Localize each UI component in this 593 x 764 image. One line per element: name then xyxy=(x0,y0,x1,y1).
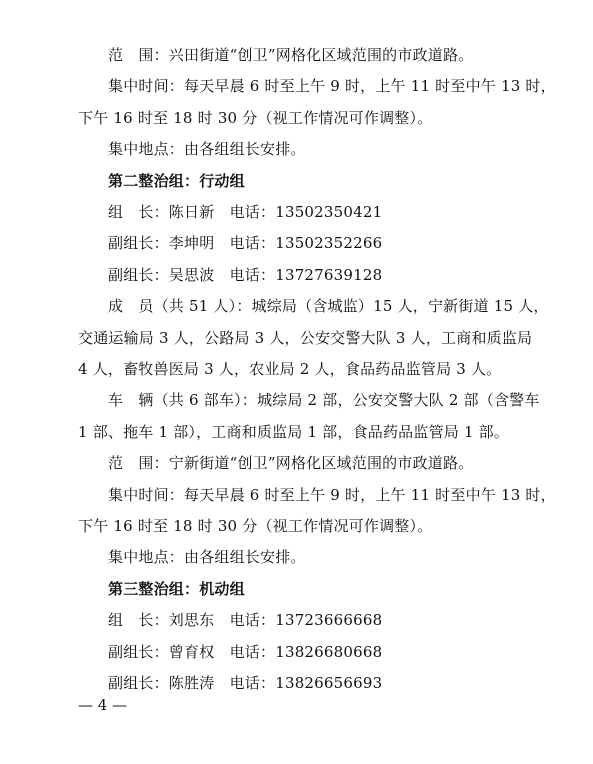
text-line: 下午 16 时至 18 时 30 分（视工作情况可作调整）。 xyxy=(78,517,433,535)
page-number: — 4 — xyxy=(78,696,128,714)
text-line: 副组长：曾育权 电话：13826680668 xyxy=(108,642,383,661)
text-line: 范 围：兴田街道“创卫”网格化区域范围的市政道路。 xyxy=(108,46,474,64)
text-line: 副组长：陈胜涛 电话：13826656693 xyxy=(108,674,383,692)
text-line: 组 长：刘思东 电话：13723666668 xyxy=(108,611,383,630)
section-heading: 第二整治组：行动组 xyxy=(108,171,245,190)
text-line: 车 辆（共 6 部车）：城综局 2 部，公安交警大队 2 部（含警车 xyxy=(108,391,540,410)
text-line: 集中地点：由各组组长安排。 xyxy=(108,140,306,159)
text-line: 副组长：吴思波 电话：13727639128 xyxy=(108,265,383,284)
text-line: 集中时间：每天早晨 6 时至上午 9 时，上午 11 时至中午 13 时， xyxy=(108,485,556,504)
text-line: 1 部、拖车 1 部），工商和质监局 1 部，食品药品监管局 1 部。 xyxy=(78,422,510,441)
text-line: 集中时间：每天早晨 6 时至上午 9 时，上午 11 时至中午 13 时， xyxy=(108,77,556,96)
text-line: 副组长：李坤明 电话：13502352266 xyxy=(108,234,383,253)
text-line: 集中地点：由各组组长安排。 xyxy=(108,548,306,567)
text-line: 组 长：陈日新 电话：13502350421 xyxy=(108,203,383,221)
text-line: 下午 16 时至 18 时 30 分（视工作情况可作调整）。 xyxy=(78,108,433,127)
text-line: 交通运输局 3 人，公路局 3 人，公安交警大队 3 人，工商和质监局 xyxy=(78,328,533,347)
text-line: 范 围：宁新街道“创卫”网格化区域范围的市政道路。 xyxy=(108,454,474,473)
text-line: 4 人，畜牧兽医局 3 人，农业局 2 人，食品药品监管局 3 人。 xyxy=(78,360,502,378)
section-heading: 第三整治组：机动组 xyxy=(108,579,245,598)
text-line: 成 员（共 51 人）：城综局（含城监）15 人，宁新街道 15 人， xyxy=(108,297,549,316)
